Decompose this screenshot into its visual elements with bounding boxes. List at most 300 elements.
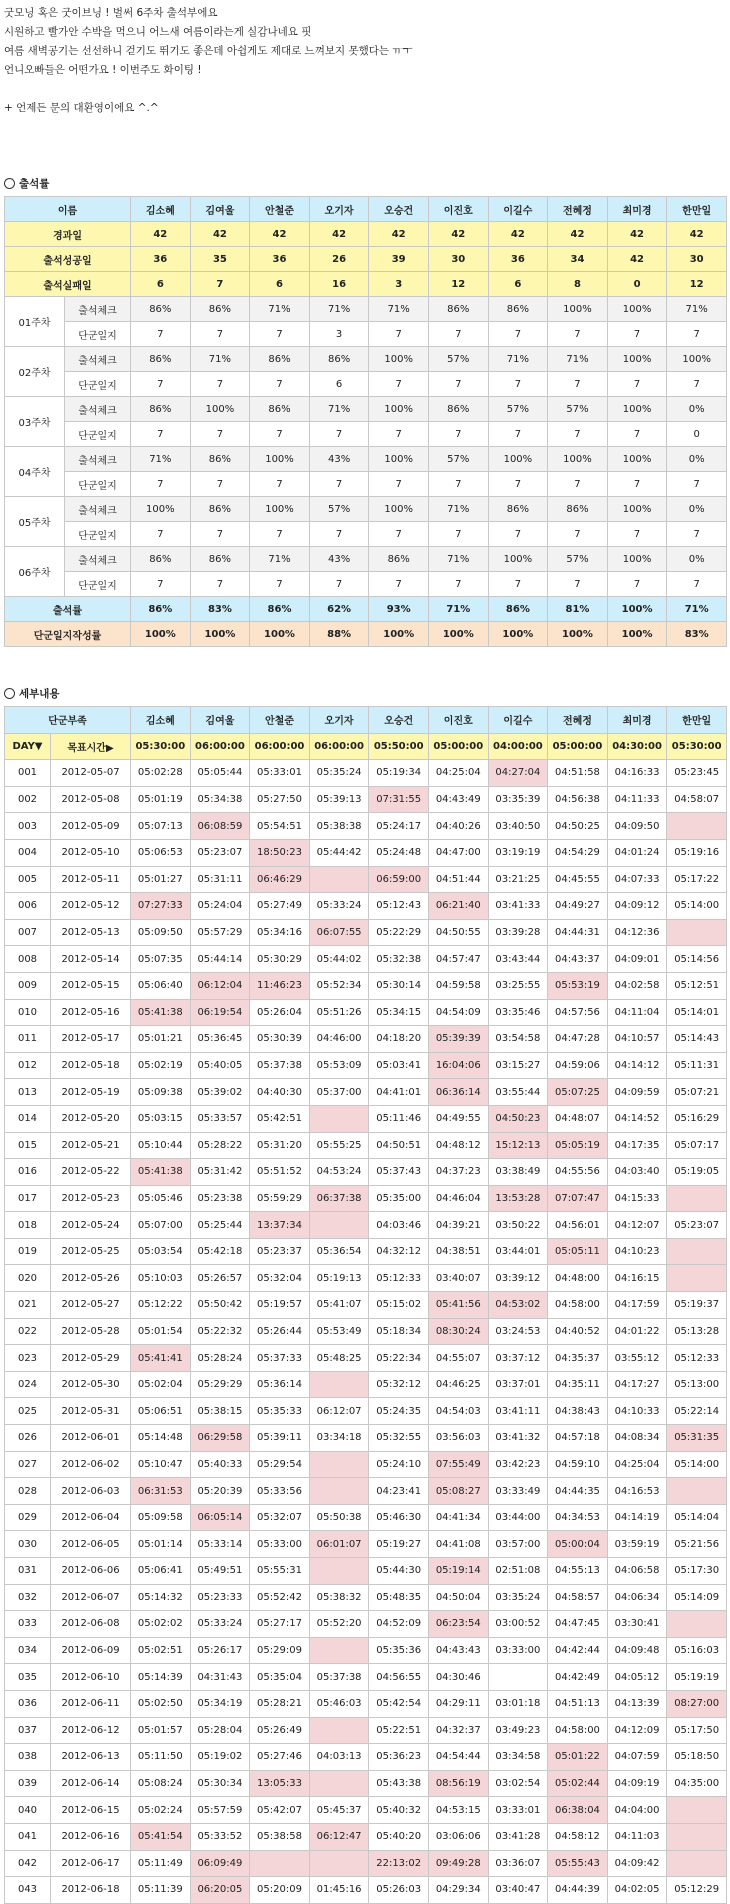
time-cell: 05:24:35	[369, 1398, 429, 1425]
time-cell: 05:23:37	[250, 1238, 310, 1265]
intro-line: 여름 새벽공기는 선선하니 걷기도 뛰기도 좋은데 아쉽게도 제대로 느껴보지 못했다는 ㅠㅜ	[4, 45, 413, 57]
day-row	[5, 1132, 727, 1159]
day-row	[5, 1451, 727, 1478]
day-number: 042	[5, 1850, 51, 1877]
time-cell: 04:14:52	[607, 1105, 667, 1132]
value-cell: 7	[250, 322, 310, 347]
week-journal-row	[5, 422, 727, 447]
time-cell: 05:32:07	[250, 1504, 310, 1531]
value-cell: 42	[369, 222, 429, 247]
time-cell: 03:39:28	[488, 919, 548, 946]
time-cell: 05:12:33	[369, 1265, 429, 1292]
row-label: 단군일지	[65, 422, 131, 447]
value-cell: 0	[607, 272, 667, 297]
time-cell: 04:09:42	[607, 1850, 667, 1877]
time-cell: 05:27:46	[250, 1744, 310, 1771]
day-row	[5, 1584, 727, 1611]
day-row	[5, 786, 727, 813]
time-cell: 03:35:39	[488, 786, 548, 813]
time-cell: 05:06:51	[131, 1398, 191, 1425]
time-cell: 05:35:24	[309, 760, 369, 787]
day-row	[5, 1159, 727, 1186]
time-cell: 05:11:50	[131, 1744, 191, 1771]
date-cell: 2012-06-05	[51, 1531, 131, 1558]
value-cell: 7	[131, 322, 191, 347]
time-cell: 03:40:07	[428, 1265, 488, 1292]
time-cell: 04:43:43	[428, 1637, 488, 1664]
value-cell: 71%	[309, 297, 369, 322]
time-cell: 05:07:17	[667, 1132, 727, 1159]
time-cell: 05:09:50	[131, 919, 191, 946]
value-cell: 7	[309, 572, 369, 597]
time-cell: 04:18:20	[369, 1026, 429, 1053]
time-cell: 04:48:12	[428, 1132, 488, 1159]
time-cell: 05:28:21	[250, 1690, 310, 1717]
day-row	[5, 1079, 727, 1106]
time-cell: 05:15:02	[369, 1292, 429, 1319]
time-cell: 06:07:55	[309, 919, 369, 946]
time-cell: 04:07:59	[607, 1744, 667, 1771]
week-journal-row	[5, 472, 727, 497]
time-cell: 04:44:31	[548, 919, 608, 946]
target-header: 목표시간▶	[51, 733, 131, 760]
time-cell: 05:08:27	[428, 1478, 488, 1505]
day-row	[5, 1185, 727, 1212]
day-number: 023	[5, 1345, 51, 1372]
row-label: 단군일지	[65, 572, 131, 597]
date-cell: 2012-05-29	[51, 1345, 131, 1372]
time-cell: 04:13:39	[607, 1690, 667, 1717]
time-cell: 05:14:43	[667, 1026, 727, 1053]
time-cell: 04:50:04	[428, 1584, 488, 1611]
detail-section-title: 세부내용	[4, 686, 730, 701]
time-cell: 05:19:13	[309, 1265, 369, 1292]
time-cell: 05:46:30	[369, 1504, 429, 1531]
time-cell: 13:53:28	[488, 1185, 548, 1212]
row-label: 단군일지	[65, 322, 131, 347]
time-cell	[309, 1717, 369, 1744]
value-cell: 7	[607, 372, 667, 397]
time-cell: 06:08:59	[190, 813, 250, 840]
value-cell: 7	[190, 472, 250, 497]
time-cell: 05:51:26	[309, 999, 369, 1026]
time-cell: 05:45:37	[309, 1797, 369, 1824]
day-number: 029	[5, 1504, 51, 1531]
value-cell: 86%	[250, 397, 310, 422]
date-cell: 2012-06-16	[51, 1823, 131, 1850]
value-cell: 7	[667, 522, 727, 547]
day-row	[5, 893, 727, 920]
time-cell: 04:56:01	[548, 1212, 608, 1239]
time-cell: 04:54:44	[428, 1744, 488, 1771]
value-cell: 42	[607, 247, 667, 272]
date-cell: 2012-05-19	[51, 1079, 131, 1106]
value-cell: 7	[428, 422, 488, 447]
header-row	[5, 707, 727, 734]
time-cell: 03:19:19	[488, 839, 548, 866]
day-number: 037	[5, 1717, 51, 1744]
day-row	[5, 1664, 727, 1691]
value-cell: 86%	[428, 397, 488, 422]
time-cell: 05:43:38	[369, 1770, 429, 1797]
date-cell: 2012-05-21	[51, 1132, 131, 1159]
value-cell: 42	[667, 222, 727, 247]
time-cell: 05:55:43	[548, 1850, 608, 1877]
day-number: 013	[5, 1079, 51, 1106]
time-cell: 05:26:04	[250, 999, 310, 1026]
time-cell: 05:02:50	[131, 1690, 191, 1717]
time-cell: 05:35:33	[250, 1398, 310, 1425]
time-cell: 04:51:58	[548, 760, 608, 787]
time-cell: 04:09:50	[607, 813, 667, 840]
value-cell: 12	[428, 272, 488, 297]
time-cell: 05:22:32	[190, 1318, 250, 1345]
date-cell: 2012-06-18	[51, 1877, 131, 1904]
time-cell: 04:09:59	[607, 1079, 667, 1106]
time-cell: 04:54:03	[428, 1398, 488, 1425]
target-time: 06:00:00	[190, 733, 250, 760]
time-cell: 05:06:41	[131, 1558, 191, 1585]
member-name-header: 안철준	[250, 707, 310, 734]
day-number: 015	[5, 1132, 51, 1159]
day-row	[5, 919, 727, 946]
week-label: 05주차	[5, 497, 65, 547]
time-cell: 05:34:19	[190, 1690, 250, 1717]
member-name-header: 김여울	[190, 197, 250, 222]
time-cell: 03:01:18	[488, 1690, 548, 1717]
value-cell: 7	[250, 372, 310, 397]
time-cell: 04:54:09	[428, 999, 488, 1026]
time-cell: 01:45:16	[309, 1877, 369, 1904]
week-label: 04주차	[5, 447, 65, 497]
value-cell: 86%	[309, 347, 369, 372]
time-cell: 05:10:44	[131, 1132, 191, 1159]
value-cell: 71%	[131, 447, 191, 472]
day-row	[5, 1398, 727, 1425]
time-cell: 04:04:00	[607, 1797, 667, 1824]
date-cell: 2012-05-18	[51, 1052, 131, 1079]
time-cell: 06:12:07	[309, 1398, 369, 1425]
value-cell: 42	[131, 222, 191, 247]
time-cell: 04:32:37	[428, 1717, 488, 1744]
time-cell: 04:05:12	[607, 1664, 667, 1691]
time-cell: 05:06:40	[131, 972, 191, 999]
time-cell: 05:24:10	[369, 1451, 429, 1478]
week-label: 01주차	[5, 297, 65, 347]
value-cell: 7	[190, 522, 250, 547]
time-cell: 05:23:45	[667, 760, 727, 787]
time-cell: 05:27:17	[250, 1611, 310, 1638]
time-cell: 04:47:00	[428, 839, 488, 866]
value-cell: 6	[250, 272, 310, 297]
value-cell: 0%	[667, 397, 727, 422]
time-cell: 04:29:34	[428, 1877, 488, 1904]
time-cell: 05:52:20	[309, 1611, 369, 1638]
time-cell: 04:12:36	[607, 919, 667, 946]
time-cell: 04:11:03	[607, 1823, 667, 1850]
value-cell: 7	[309, 472, 369, 497]
value-cell: 42	[250, 222, 310, 247]
week-journal-row	[5, 572, 727, 597]
value-cell: 7	[607, 322, 667, 347]
time-cell: 05:42:51	[250, 1105, 310, 1132]
value-cell: 6	[309, 372, 369, 397]
date-cell: 2012-06-12	[51, 1717, 131, 1744]
time-cell: 05:19:37	[667, 1292, 727, 1319]
time-cell: 03:40:50	[488, 813, 548, 840]
time-cell	[667, 813, 727, 840]
time-cell: 04:02:05	[607, 1877, 667, 1904]
time-cell: 05:35:36	[369, 1637, 429, 1664]
time-cell: 04:03:46	[369, 1212, 429, 1239]
value-cell: 86%	[428, 297, 488, 322]
time-cell: 05:33:56	[250, 1478, 310, 1505]
value-cell: 7	[667, 372, 727, 397]
time-cell: 07:55:49	[428, 1451, 488, 1478]
date-cell: 2012-05-12	[51, 893, 131, 920]
time-cell: 03:06:06	[428, 1823, 488, 1850]
time-cell: 05:13:00	[667, 1371, 727, 1398]
time-cell: 05:12:29	[667, 1877, 727, 1904]
day-number: 038	[5, 1744, 51, 1771]
time-cell: 05:44:42	[309, 839, 369, 866]
time-cell: 05:31:42	[190, 1159, 250, 1186]
value-cell: 43%	[309, 447, 369, 472]
time-cell: 03:33:49	[488, 1478, 548, 1505]
value-cell: 86%	[369, 547, 429, 572]
time-cell: 05:27:50	[250, 786, 310, 813]
member-name-header: 이진호	[428, 197, 488, 222]
time-cell: 06:01:07	[309, 1531, 369, 1558]
time-cell: 04:41:01	[369, 1079, 429, 1106]
time-cell: 05:30:34	[190, 1770, 250, 1797]
time-cell: 05:26:49	[250, 1717, 310, 1744]
time-cell: 08:56:19	[428, 1770, 488, 1797]
time-cell: 05:14:01	[667, 999, 727, 1026]
value-cell: 86%	[131, 347, 191, 372]
value-cell: 71%	[250, 547, 310, 572]
time-cell: 04:16:33	[607, 760, 667, 787]
time-cell: 04:46:04	[428, 1185, 488, 1212]
time-cell: 05:16:29	[667, 1105, 727, 1132]
time-cell: 04:41:08	[428, 1531, 488, 1558]
time-cell	[309, 1558, 369, 1585]
date-cell: 2012-06-06	[51, 1558, 131, 1585]
value-cell: 7	[548, 422, 608, 447]
time-cell: 05:33:52	[190, 1823, 250, 1850]
time-cell: 04:15:33	[607, 1185, 667, 1212]
value-cell: 100%	[488, 447, 548, 472]
time-cell: 04:27:04	[488, 760, 548, 787]
time-cell: 05:33:14	[190, 1531, 250, 1558]
row-label: 출석체크	[65, 297, 131, 322]
time-cell: 03:25:55	[488, 972, 548, 999]
time-cell: 05:37:38	[309, 1664, 369, 1691]
time-cell: 03:55:12	[607, 1345, 667, 1372]
time-cell: 05:22:51	[369, 1717, 429, 1744]
time-cell: 08:27:00	[667, 1690, 727, 1717]
time-cell: 04:55:56	[548, 1159, 608, 1186]
week-label: 02주차	[5, 347, 65, 397]
time-cell: 05:27:49	[250, 893, 310, 920]
time-cell: 04:41:34	[428, 1504, 488, 1531]
value-cell: 6	[131, 272, 191, 297]
time-cell: 05:37:43	[369, 1159, 429, 1186]
time-cell: 04:56:55	[369, 1664, 429, 1691]
week-check-row	[5, 447, 727, 472]
time-cell: 05:05:46	[131, 1185, 191, 1212]
member-name-header: 김소혜	[131, 197, 191, 222]
time-cell: 03:40:47	[488, 1877, 548, 1904]
member-name-header: 최미경	[607, 197, 667, 222]
time-cell: 04:50:55	[428, 919, 488, 946]
time-cell: 06:12:47	[309, 1823, 369, 1850]
date-cell: 2012-05-11	[51, 866, 131, 893]
time-cell: 05:07:35	[131, 946, 191, 973]
day-number: 028	[5, 1478, 51, 1505]
date-cell: 2012-06-17	[51, 1850, 131, 1877]
value-cell: 71%	[428, 597, 488, 622]
time-cell: 05:42:54	[369, 1690, 429, 1717]
value-cell: 100%	[369, 497, 429, 522]
time-cell: 05:35:04	[250, 1664, 310, 1691]
day-number: 019	[5, 1238, 51, 1265]
value-cell: 7	[428, 522, 488, 547]
value-cell: 57%	[548, 547, 608, 572]
time-cell: 18:50:23	[250, 839, 310, 866]
time-cell: 05:10:03	[131, 1265, 191, 1292]
time-cell: 05:37:38	[250, 1052, 310, 1079]
value-cell: 86%	[488, 297, 548, 322]
time-cell	[667, 1611, 727, 1638]
circle-bullet-icon	[4, 178, 15, 189]
value-cell: 100%	[250, 497, 310, 522]
time-cell: 05:34:16	[250, 919, 310, 946]
week-journal-row	[5, 322, 727, 347]
member-name-header: 전혜정	[548, 197, 608, 222]
time-cell: 04:48:07	[548, 1105, 608, 1132]
time-cell: 05:44:02	[309, 946, 369, 973]
date-cell: 2012-05-27	[51, 1292, 131, 1319]
time-cell: 04:16:53	[607, 1478, 667, 1505]
date-cell: 2012-05-09	[51, 813, 131, 840]
day-number: 030	[5, 1531, 51, 1558]
row-label: 경과일	[5, 222, 131, 247]
day-number: 022	[5, 1318, 51, 1345]
time-cell: 05:31:20	[250, 1132, 310, 1159]
date-cell: 2012-06-09	[51, 1637, 131, 1664]
time-cell: 03:15:27	[488, 1052, 548, 1079]
value-cell: 100%	[607, 547, 667, 572]
time-cell: 05:19:16	[667, 839, 727, 866]
time-cell: 03:43:44	[488, 946, 548, 973]
group-header: 단군부족	[5, 707, 131, 734]
value-cell: 71%	[190, 347, 250, 372]
time-cell: 04:29:11	[428, 1690, 488, 1717]
time-cell: 04:11:04	[607, 999, 667, 1026]
week-check-row	[5, 397, 727, 422]
time-cell: 13:05:33	[250, 1770, 310, 1797]
time-cell: 04:03:13	[309, 1744, 369, 1771]
value-cell: 83%	[190, 597, 250, 622]
value-cell: 36	[131, 247, 191, 272]
member-name-header: 안철준	[250, 197, 310, 222]
time-cell: 05:24:17	[369, 813, 429, 840]
value-cell: 6	[488, 272, 548, 297]
value-cell: 57%	[428, 447, 488, 472]
value-cell: 100%	[369, 397, 429, 422]
time-cell: 05:01:57	[131, 1717, 191, 1744]
time-cell: 05:38:15	[190, 1398, 250, 1425]
row-label: 출석체크	[65, 497, 131, 522]
time-cell	[309, 1637, 369, 1664]
value-cell: 7	[607, 422, 667, 447]
time-cell	[667, 1185, 727, 1212]
day-number: 014	[5, 1105, 51, 1132]
time-cell: 04:39:21	[428, 1212, 488, 1239]
time-cell: 05:20:09	[250, 1877, 310, 1904]
day-number: 041	[5, 1823, 51, 1850]
time-cell: 03:55:44	[488, 1079, 548, 1106]
time-cell: 04:46:00	[309, 1026, 369, 1053]
time-cell: 05:39:13	[309, 786, 369, 813]
date-cell: 2012-05-13	[51, 919, 131, 946]
time-cell: 05:26:57	[190, 1265, 250, 1292]
success-row	[5, 247, 727, 272]
date-cell: 2012-05-23	[51, 1185, 131, 1212]
day-number: 004	[5, 839, 51, 866]
week-journal-row	[5, 372, 727, 397]
value-cell: 7	[548, 472, 608, 497]
value-cell: 7	[428, 472, 488, 497]
value-cell: 71%	[309, 397, 369, 422]
time-cell: 05:39:39	[428, 1026, 488, 1053]
name-header: 이름	[5, 197, 131, 222]
day-row	[5, 1292, 727, 1319]
value-cell: 7	[667, 322, 727, 347]
value-cell: 7	[250, 422, 310, 447]
time-cell: 05:36:54	[309, 1238, 369, 1265]
value-cell: 71%	[548, 347, 608, 372]
time-cell: 05:02:28	[131, 760, 191, 787]
value-cell: 7	[667, 472, 727, 497]
time-cell: 04:43:37	[548, 946, 608, 973]
day-number: 008	[5, 946, 51, 973]
date-cell: 2012-05-20	[51, 1105, 131, 1132]
time-cell: 05:54:51	[250, 813, 310, 840]
time-cell: 05:09:38	[131, 1079, 191, 1106]
value-cell: 7	[488, 572, 548, 597]
target-time: 05:30:00	[131, 733, 191, 760]
value-cell: 0%	[667, 547, 727, 572]
value-cell: 57%	[428, 347, 488, 372]
time-cell: 05:55:31	[250, 1558, 310, 1585]
date-cell: 2012-05-08	[51, 786, 131, 813]
time-cell: 05:33:57	[190, 1105, 250, 1132]
date-cell: 2012-05-10	[51, 839, 131, 866]
time-cell	[309, 1770, 369, 1797]
day-row	[5, 839, 727, 866]
value-cell: 7	[131, 472, 191, 497]
value-cell: 3	[369, 272, 429, 297]
circle-bullet-icon	[4, 688, 15, 699]
time-cell: 05:07:00	[131, 1212, 191, 1239]
value-cell: 71%	[488, 347, 548, 372]
time-cell: 05:05:19	[548, 1132, 608, 1159]
time-cell: 05:57:29	[190, 919, 250, 946]
time-cell: 06:19:54	[190, 999, 250, 1026]
time-cell: 05:29:09	[250, 1637, 310, 1664]
